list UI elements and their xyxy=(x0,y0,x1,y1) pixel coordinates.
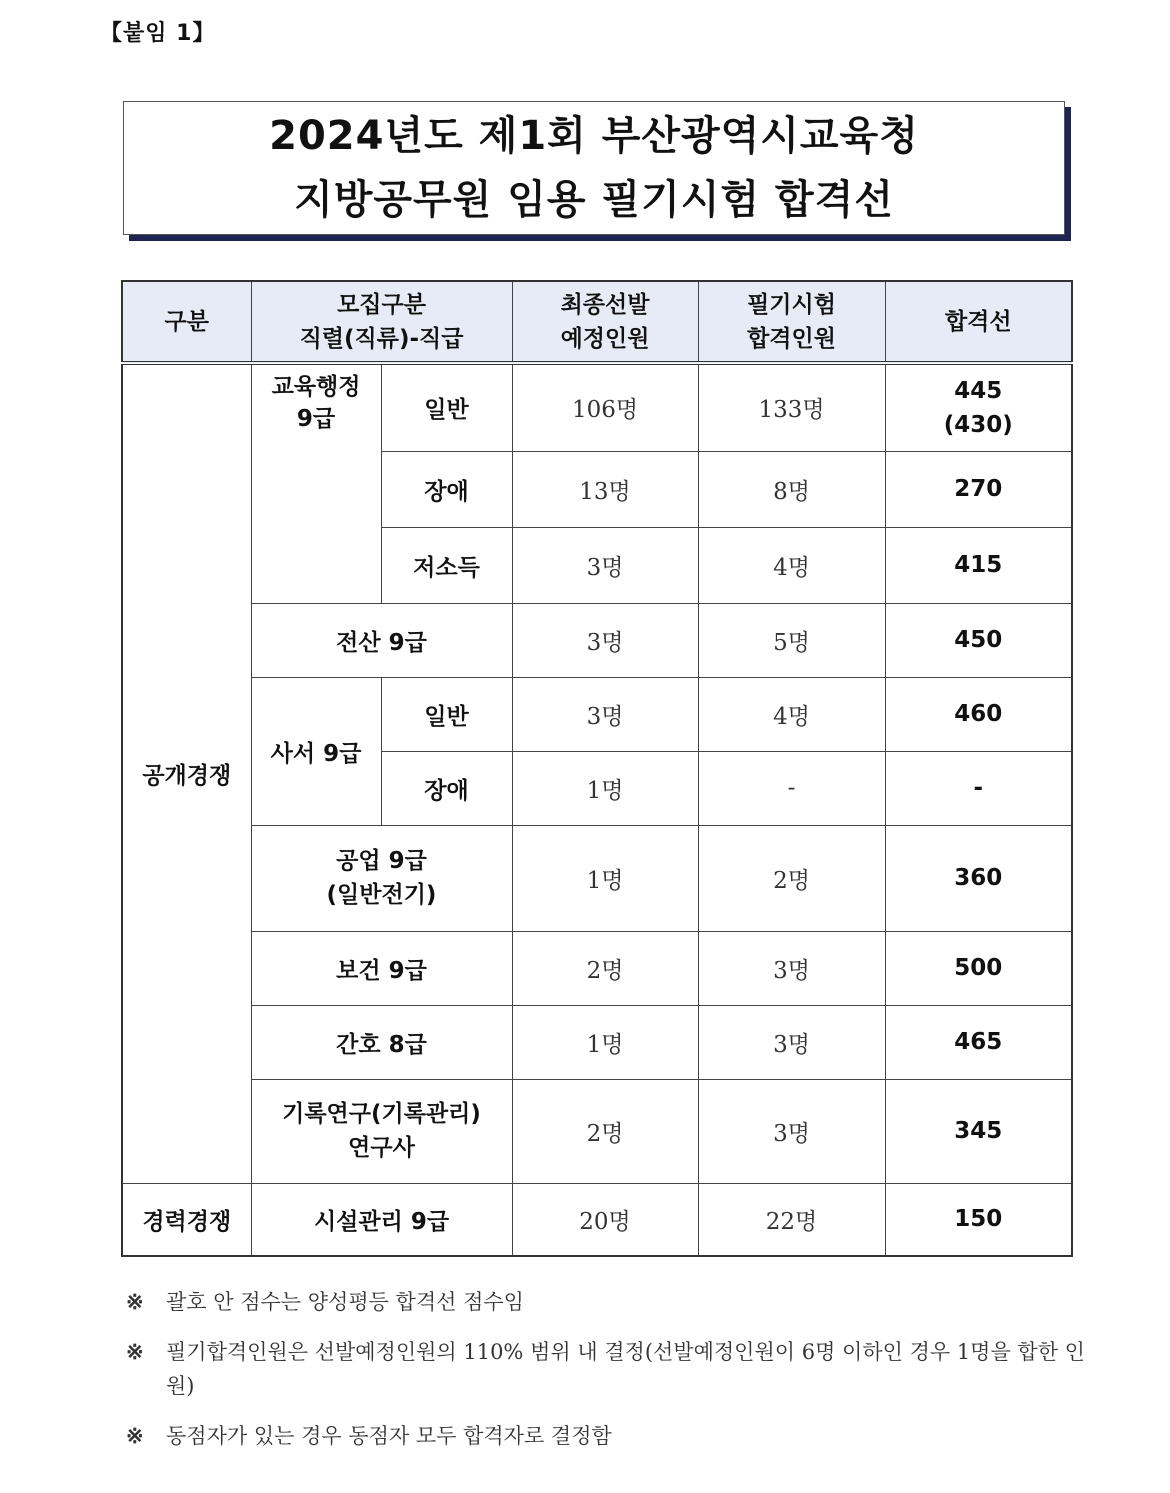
passed-cell: 5명 xyxy=(698,603,885,677)
note-text: 필기합격인원은 선발예정인원의 110% 범위 내 결정(선발예정인원이 6명 이하인 경우 1명을 합한 인원) xyxy=(166,1340,1085,1398)
planned-cell: 3명 xyxy=(512,677,698,751)
planned-cell: 20명 xyxy=(512,1183,698,1256)
passed-cell: 22명 xyxy=(698,1183,885,1256)
header-category: 구분 xyxy=(122,281,251,363)
cutoff-cell: 150 xyxy=(885,1183,1072,1256)
planned-cell: 2명 xyxy=(512,931,698,1005)
header-passed: 필기시험 합격인원 xyxy=(698,281,885,363)
note-item xyxy=(126,1419,1086,1453)
cutoff-cell: 360 xyxy=(885,825,1072,931)
note-mark: ※ xyxy=(126,1423,144,1448)
group-open: 공개경쟁 xyxy=(122,363,251,1183)
edu-admin-label: 교육행정 9급 xyxy=(251,363,381,603)
position-label: 공업 9급 (일반전기) xyxy=(251,825,512,931)
note-item xyxy=(126,1285,1086,1319)
planned-cell: 1명 xyxy=(512,825,698,931)
note-mark: ※ xyxy=(126,1289,144,1314)
table-row xyxy=(122,931,1072,1005)
table-row xyxy=(122,677,1072,751)
table-row xyxy=(122,1079,1072,1183)
passed-cell: - xyxy=(698,751,885,825)
cutoff-cell: 500 xyxy=(885,931,1072,1005)
notes xyxy=(126,1285,1086,1469)
planned-cell: 1명 xyxy=(512,1005,698,1079)
cutoff-cell: 465 xyxy=(885,1005,1072,1079)
cutoff-cell: - xyxy=(885,751,1072,825)
planned-cell: 2명 xyxy=(512,1079,698,1183)
cutoff-cell: 415 xyxy=(885,527,1072,603)
header-recruit: 모집구분 직렬(직류)-직급 xyxy=(251,281,512,363)
planned-cell: 3명 xyxy=(512,527,698,603)
position-label: 시설관리 9급 xyxy=(251,1183,512,1256)
planned-cell: 1명 xyxy=(512,751,698,825)
passed-cell: 4명 xyxy=(698,527,885,603)
cutoff-cell: 445 (430) xyxy=(885,363,1072,451)
position-label: 전산 9급 xyxy=(251,603,512,677)
sub-label: 저소득 xyxy=(381,527,512,603)
cutoff-cell: 270 xyxy=(885,451,1072,527)
passed-cell: 4명 xyxy=(698,677,885,751)
table-row xyxy=(122,603,1072,677)
planned-cell: 13명 xyxy=(512,451,698,527)
passed-cell: 3명 xyxy=(698,1079,885,1183)
passed-cell: 3명 xyxy=(698,1005,885,1079)
title-box xyxy=(123,101,1065,235)
table-row xyxy=(122,363,1072,451)
note-item xyxy=(126,1335,1086,1403)
position-label: 간호 8급 xyxy=(251,1005,512,1079)
header-row xyxy=(122,281,1072,363)
passed-cell: 2명 xyxy=(698,825,885,931)
planned-cell: 3명 xyxy=(512,603,698,677)
librarian-label: 사서 9급 xyxy=(251,677,381,825)
passed-cell: 133명 xyxy=(698,363,885,451)
position-label: 기록연구(기록관리) 연구사 xyxy=(251,1079,512,1183)
cutoff-table xyxy=(121,280,1073,1257)
table-row xyxy=(122,1005,1072,1079)
table-row xyxy=(122,1183,1072,1256)
planned-cell: 106명 xyxy=(512,363,698,451)
passed-cell: 3명 xyxy=(698,931,885,1005)
title-line-1: 2024년도 제1회 부산광역시교육청 xyxy=(269,113,919,159)
title-line-2: 지방공무원 임용 필기시험 합격선 xyxy=(294,177,894,223)
passed-cell: 8명 xyxy=(698,451,885,527)
group-career: 경력경쟁 xyxy=(122,1183,251,1256)
table-row xyxy=(122,825,1072,931)
note-text: 괄호 안 점수는 양성평등 합격선 점수임 xyxy=(166,1290,524,1314)
header-cutoff: 합격선 xyxy=(885,281,1072,363)
cutoff-cell: 460 xyxy=(885,677,1072,751)
position-label: 보건 9급 xyxy=(251,931,512,1005)
attachment-label: 【붙임 1】 xyxy=(100,21,216,46)
sub-label: 일반 xyxy=(381,363,512,451)
cutoff-cell: 450 xyxy=(885,603,1072,677)
sub-label: 일반 xyxy=(381,677,512,751)
note-text: 동점자가 있는 경우 동점자 모두 합격자로 결정함 xyxy=(166,1424,612,1448)
sub-label: 장애 xyxy=(381,451,512,527)
sub-label: 장애 xyxy=(381,751,512,825)
cutoff-cell: 345 xyxy=(885,1079,1072,1183)
header-planned: 최종선발 예정인원 xyxy=(512,281,698,363)
note-mark: ※ xyxy=(126,1339,144,1364)
